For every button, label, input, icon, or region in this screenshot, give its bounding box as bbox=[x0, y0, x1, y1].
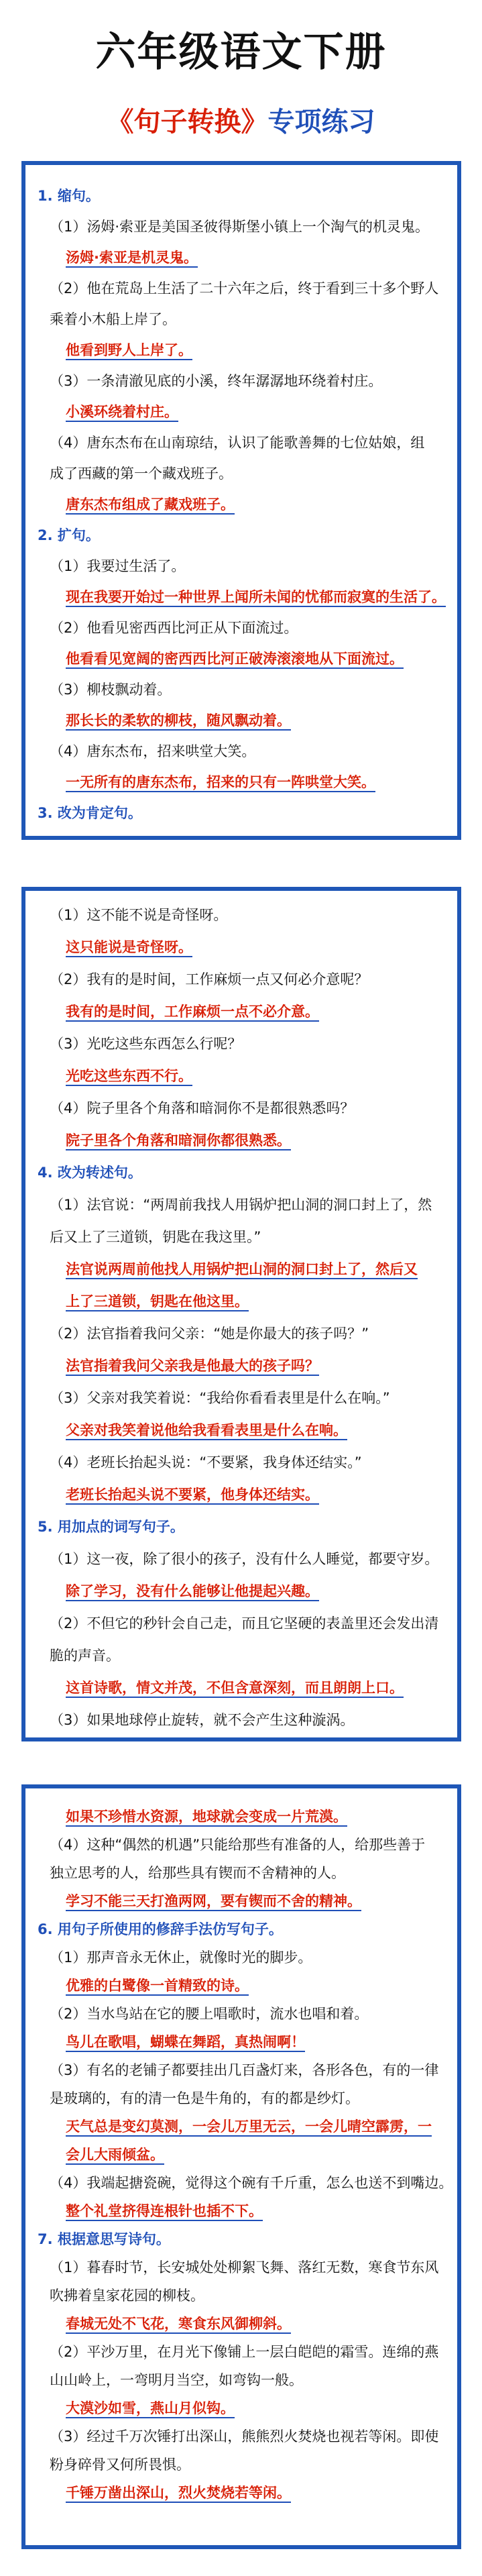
question-line bbox=[25, 1645, 457, 1666]
question-text: （4）唐东杰布在山南琼结，认识了能歌善舞的七位姑娘，组 bbox=[50, 435, 425, 451]
question-line bbox=[25, 2426, 457, 2447]
answer-text: 鸟儿在歌唱，蝴蝶在舞蹈，真热闹啊！ bbox=[66, 2034, 305, 2052]
answer-text: 整个礼堂挤得连根针也插不下。 bbox=[66, 2203, 263, 2221]
page-header bbox=[0, 0, 482, 138]
question-line bbox=[25, 278, 457, 299]
answer-text: 他看看见宽阔的密西西比河正破涛滚滚地从下面流过。 bbox=[66, 651, 404, 669]
question-line bbox=[25, 1862, 457, 1884]
question-text: （3）光吃这些东西怎么行呢？ bbox=[50, 1036, 242, 1052]
question-line bbox=[25, 370, 457, 392]
question-line bbox=[25, 2059, 457, 2081]
answer-line bbox=[25, 1975, 457, 1996]
question-text: （1）法官说：“两周前我找人用锅炉把山洞的洞口封上了，然 bbox=[50, 1197, 432, 1213]
question-line bbox=[25, 2257, 457, 2278]
section-heading-text: 3. 改为肯定句。 bbox=[38, 805, 142, 821]
answer-line bbox=[25, 2398, 457, 2419]
page-title: 六年级语文下册 bbox=[95, 29, 387, 76]
answer-text: 这只能说是奇怪呀。 bbox=[66, 939, 192, 957]
answer-line bbox=[25, 1890, 457, 1912]
answer-text: 如果不珍惜水资源，地球就会变成一片荒漠。 bbox=[66, 1809, 347, 1827]
question-text: （2）不但它的秒针会自己走，而且它坚硬的表盖里还会发出清 bbox=[50, 1615, 439, 1631]
answer-line bbox=[25, 648, 457, 669]
question-text: （2）法官指着我问父亲：“她是你最大的孩子吗？” bbox=[50, 1326, 369, 1342]
answer-text: 法官说两周前他找人用锅炉把山洞的洞口封上了，然后又 bbox=[66, 1261, 418, 1279]
question-text: 后又上了三道锁，钥匙在我这里。” bbox=[50, 1229, 261, 1245]
question-text: （3）如果地球停止旋转，就不会产生这种漩涡。 bbox=[50, 1712, 355, 1728]
question-line bbox=[25, 2454, 457, 2475]
question-text: （1）暮春时节，长安城处处柳絮飞舞、落红无数，寒食节东风 bbox=[50, 2259, 439, 2275]
question-text: 乘着小木船上岸了。 bbox=[50, 311, 176, 327]
section-heading bbox=[25, 802, 457, 824]
question-text: （1）那声音永无休止，就像时光的脚步。 bbox=[50, 1949, 312, 1966]
answer-text: 除了学习，没有什么能够让他提起兴趣。 bbox=[66, 1583, 319, 1601]
question-text: （1）我要过生活了。 bbox=[50, 558, 186, 574]
question-text: （3）有名的老铺子都要挂出几百盏灯来，各形各色，有的一律 bbox=[50, 2062, 439, 2078]
question-line bbox=[25, 216, 457, 237]
answer-text: 我有的是时间，工作麻烦一点不必介意。 bbox=[66, 1004, 319, 1022]
answer-line bbox=[25, 1806, 457, 1827]
question-text: 粉身碎骨又何所畏惧。 bbox=[50, 2457, 190, 2473]
answer-line bbox=[25, 1419, 457, 1441]
subtitle-rest: 专项练习 bbox=[267, 107, 375, 138]
question-line bbox=[25, 1323, 457, 1344]
question-line bbox=[25, 2003, 457, 2025]
section-heading-text: 6. 用句子所使用的修辞手法仿写句子。 bbox=[38, 1921, 283, 1937]
answer-line bbox=[25, 1130, 457, 1151]
answer-line bbox=[25, 1677, 457, 1699]
answer-text: 大漠沙如雪，燕山月似钩。 bbox=[66, 2400, 235, 2418]
answer-text: 小溪环绕着村庄。 bbox=[66, 404, 178, 422]
answer-text: 老班长抬起头说不要紧，他身体还结实。 bbox=[66, 1487, 319, 1505]
answer-line bbox=[25, 2144, 457, 2165]
answer-text: 上了三道锁，钥匙在他这里。 bbox=[66, 1293, 249, 1311]
question-line bbox=[25, 741, 457, 762]
question-line bbox=[25, 617, 457, 639]
question-text: （1）这一夜，除了很小的孩子，没有什么人睡觉，都要守岁。 bbox=[50, 1551, 439, 1567]
section-heading-text: 4. 改为转述句。 bbox=[38, 1165, 142, 1181]
question-line bbox=[25, 1033, 457, 1055]
question-line bbox=[25, 2285, 457, 2306]
question-text: 吹拂着皇家花园的柳枝。 bbox=[50, 2288, 204, 2304]
question-text: （4）院子里各个角落和暗洞你不是都很熟悉吗？ bbox=[50, 1100, 355, 1116]
question-text: （2）他在荒岛上生活了二十六年之后，终于看到三十多个野人 bbox=[50, 280, 439, 297]
section-heading bbox=[25, 1162, 457, 1183]
section-heading bbox=[25, 1919, 457, 1940]
answer-text: 那长长的柔软的柳枝，随风飘动着。 bbox=[66, 712, 291, 731]
answer-line bbox=[25, 586, 457, 608]
section-heading-text: 1. 缩句。 bbox=[38, 188, 100, 204]
question-line bbox=[25, 1226, 457, 1248]
answer-text: 法官指着我问父亲我是他最大的孩子吗？ bbox=[66, 1358, 319, 1376]
question-line bbox=[25, 679, 457, 700]
section-heading bbox=[25, 1516, 457, 1538]
question-text: （4）这种“偶然的机遇”只能给那些有准备的人，给那些善于 bbox=[50, 1837, 426, 1853]
question-line bbox=[25, 555, 457, 577]
answer-text: 春城无处不飞花，寒食东风御柳斜。 bbox=[66, 2316, 291, 2334]
section-heading bbox=[25, 525, 457, 546]
answer-line bbox=[25, 936, 457, 958]
exercise-panel-1 bbox=[21, 161, 461, 840]
answer-text: 他看到野人上岸了。 bbox=[66, 342, 192, 360]
answer-line bbox=[25, 1001, 457, 1022]
question-text: （2）当水鸟站在它的腰上唱歌时，流水也唱和着。 bbox=[50, 2006, 369, 2022]
answer-line bbox=[25, 710, 457, 731]
question-line bbox=[25, 1387, 457, 1409]
question-text: 独立思考的人，给那些具有锲而不舍精神的人。 bbox=[50, 1865, 345, 1881]
question-line bbox=[25, 2341, 457, 2363]
answer-text: 一无所有的唐东杰布，招来的只有一阵哄堂大笑。 bbox=[66, 774, 375, 792]
answer-line bbox=[25, 2031, 457, 2053]
answer-line bbox=[25, 2313, 457, 2334]
answer-line bbox=[25, 771, 457, 793]
question-line bbox=[25, 1194, 457, 1216]
section-heading-text: 2. 扩句。 bbox=[38, 527, 100, 543]
exercise-panel-2 bbox=[21, 887, 461, 1741]
question-text: （2）我有的是时间，工作麻烦一点又何必介意呢？ bbox=[50, 971, 369, 987]
question-line bbox=[25, 463, 457, 484]
section-heading bbox=[25, 2229, 457, 2250]
question-line bbox=[25, 1097, 457, 1119]
answer-line bbox=[25, 1355, 457, 1377]
page-subtitle bbox=[0, 101, 482, 139]
question-text: 脆的声音。 bbox=[50, 1648, 120, 1664]
question-line bbox=[25, 904, 457, 926]
question-line bbox=[25, 1613, 457, 1634]
answer-text: 唐东杰布组成了藏戏班子。 bbox=[66, 496, 235, 515]
question-line bbox=[25, 1452, 457, 1473]
question-line bbox=[25, 1548, 457, 1570]
answer-line bbox=[25, 401, 457, 423]
answer-text: 优雅的白鹭像一首精致的诗。 bbox=[66, 1978, 249, 1996]
question-text: 成了西藏的第一个藏戏班子。 bbox=[50, 466, 233, 482]
exercise-panel-3 bbox=[21, 1784, 461, 2549]
question-line bbox=[25, 309, 457, 330]
question-text: （4）我端起搪瓷碗，觉得这个碗有千斤重，怎么也送不到嘴边。 bbox=[50, 2175, 453, 2191]
answer-text: 学习不能三天打渔两网，要有锲而不舍的精神。 bbox=[66, 1893, 361, 1911]
question-line bbox=[25, 2172, 457, 2194]
answer-line bbox=[25, 247, 457, 268]
answer-text: 汤姆·索亚是机灵鬼。 bbox=[66, 250, 198, 268]
answer-line bbox=[25, 1580, 457, 1602]
answer-line bbox=[25, 1484, 457, 1505]
answer-text: 千锤万凿出深山，烈火焚烧若等闲。 bbox=[66, 2485, 291, 2503]
question-text: （1）这不能不说是奇怪呀。 bbox=[50, 907, 228, 923]
question-text: （3）柳枝飘动着。 bbox=[50, 682, 172, 698]
question-text: 是玻璃的，有的清一色是牛角的，有的都是纱灯。 bbox=[50, 2090, 359, 2106]
subtitle-quote: 《句子转换》 bbox=[107, 107, 268, 138]
section-heading-text: 7. 根据意思写诗句。 bbox=[38, 2231, 170, 2247]
answer-line bbox=[25, 1291, 457, 1312]
question-text: （1）汤姆·索亚是美国圣彼得斯堡小镇上一个淘气的机灵鬼。 bbox=[50, 219, 430, 235]
question-text: （3）一条清澈见底的小溪，终年潺潺地环绕着村庄。 bbox=[50, 373, 383, 389]
question-line bbox=[25, 432, 457, 453]
question-line bbox=[25, 2369, 457, 2391]
answer-text: 天气总是变幻莫测，一会儿万里无云，一会儿晴空霹雳，一 bbox=[66, 2118, 432, 2137]
section-heading-text: 5. 用加点的词写句子。 bbox=[38, 1519, 184, 1535]
answer-line bbox=[25, 2116, 457, 2137]
answer-text: 院子里各个角落和暗洞你都很熟悉。 bbox=[66, 1132, 291, 1150]
section-heading bbox=[25, 185, 457, 207]
answer-text: 这首诗歌，情文并茂，不但含意深刻，而且朗朗上口。 bbox=[66, 1680, 404, 1698]
question-line bbox=[25, 1834, 457, 1856]
question-text: （3）父亲对我笑着说：“我给你看看表里是什么在响。” bbox=[50, 1390, 390, 1406]
question-text: 山山岭上，一弯明月当空，如弯钩一般。 bbox=[50, 2372, 303, 2388]
answer-line bbox=[25, 339, 457, 361]
answer-line bbox=[25, 2200, 457, 2222]
answer-text: 现在我要开始过一种世界上闻所未闻的忧郁而寂寞的生活了。 bbox=[66, 589, 446, 607]
question-line bbox=[25, 1947, 457, 1968]
answer-line bbox=[25, 2482, 457, 2504]
answer-text: 光吃这些东西不行。 bbox=[66, 1068, 192, 1086]
question-line bbox=[25, 969, 457, 990]
question-text: （2）平沙万里，在月光下像铺上一层白皑皑的霜雪。连绵的燕 bbox=[50, 2344, 439, 2360]
question-text: （4）老班长抬起头说：“不要紧，我身体还结实。” bbox=[50, 1454, 362, 1470]
question-text: （2）他看见密西西比河正从下面流过。 bbox=[50, 620, 298, 636]
question-text: （3）经过千万次锤打出深山，熊熊烈火焚烧也视若等闲。即使 bbox=[50, 2428, 439, 2445]
answer-text: 会儿大雨倾盆。 bbox=[66, 2147, 164, 2165]
answer-line bbox=[25, 1258, 457, 1280]
question-line bbox=[25, 1709, 457, 1731]
answer-line bbox=[25, 1065, 457, 1087]
question-text: （4）唐东杰布，招来哄堂大笑。 bbox=[50, 743, 256, 759]
answer-text: 父亲对我笑着说他给我看看表里是什么在响。 bbox=[66, 1422, 347, 1440]
question-line bbox=[25, 2088, 457, 2109]
answer-line bbox=[25, 494, 457, 515]
